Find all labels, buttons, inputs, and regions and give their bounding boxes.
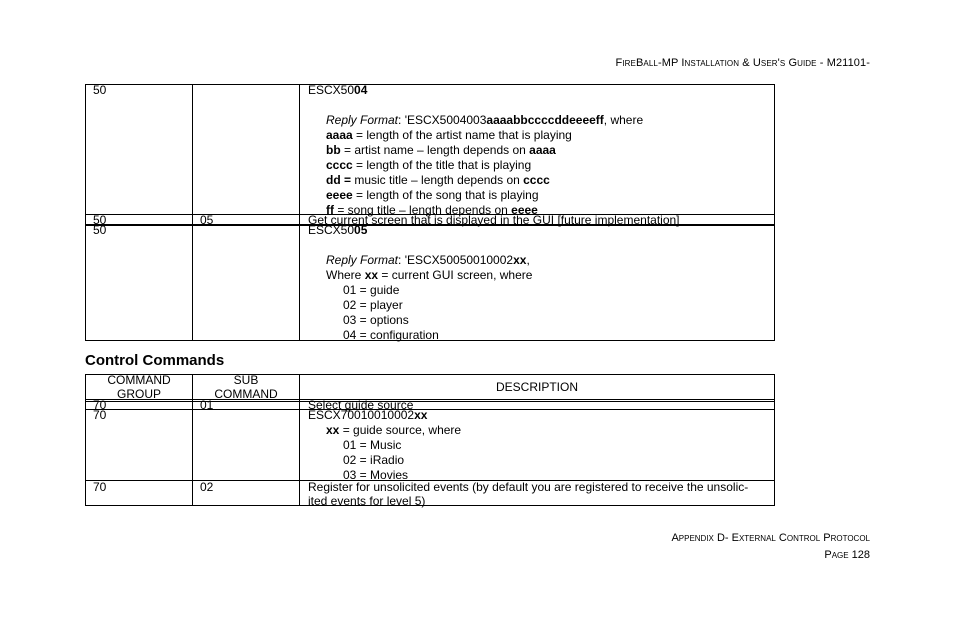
t2-row-a-sub: 01 [200,398,214,412]
t1-row-a-group: 50 [93,83,107,97]
t1-row-c-option-2: 02 = player [343,298,403,312]
t2-row-c-group: 70 [93,480,107,494]
t1-row-c-reply-format: Reply Format: 'ESCX50050010002xx, [326,253,530,267]
t2-row-b-group: 70 [93,408,107,422]
t1-row-c-option-4: 04 = configuration [343,328,439,342]
t1-row-c-option-1: 01 = guide [343,283,400,297]
table-2-header-bottom-2 [85,401,775,402]
section-title: Control Commands [85,352,225,369]
t2-row-c-sub: 02 [200,480,214,494]
t2-header-description: DESCRIPTION [495,380,578,394]
table-1-col-divider-2 [299,84,300,341]
t1-row-b-sub: 05 [200,213,214,227]
table-2-right-border [774,374,775,506]
page-header [616,57,870,69]
t1-row-a-line-4: dd = music title – length depends on cccc [326,173,550,187]
footer-page-number: Page 128 [824,549,870,561]
t2-row-a-description: Select guide source [308,398,414,412]
table-1-col-divider-1 [192,84,193,341]
t2-row-c-description-1: Register for unsolicited events (by default you are registered to receive the unsolic- [308,480,749,494]
t2-row-c-description-2: ited events for level 5) [308,494,426,508]
t1-row-c-group: 50 [93,223,107,237]
t1-row-a-line-5: eeee = length of the song that is playing [326,188,539,202]
t1-row-b-description: Get current screen that is displayed in the GUI [future implementation] [308,213,680,227]
t2-row-b-option-3: 03 = Movies [343,468,409,482]
t1-row-a-line-6: ff = song title – length depends on eeee [326,203,538,217]
t1-row-b-group: 50 [93,213,107,227]
table-2-bottom-border [85,505,775,506]
t1-row-c-where: Where xx = current GUI screen, where [326,268,533,282]
t1-row-a-line-2: bb = artist name – length depends on aaaa [326,143,556,157]
table-1-top-border [85,84,775,85]
t1-row-c-option-3: 03 = options [343,313,409,327]
footer-appendix: Appendix D- External Control Protocol [671,532,870,544]
t2-row-b-where: xx = guide source, where [326,423,462,437]
table-1-right-border [774,84,775,341]
table-1-left-border [85,84,86,341]
t1-row-c-command: ESCX5005 [308,223,368,237]
table-2-row-a-bottom [85,409,775,410]
t1-row-a-command: ESCX5004 [308,83,368,97]
t2-header-group: COMMAND GROUP [107,373,171,401]
header-title: FireBall-MP Installation & User's Guide - M21101- [615,57,870,69]
t2-row-b-option-1: 01 = Music [343,438,402,452]
t1-row-a-line-1: aaaa = length of the artist name that is playing [326,128,572,142]
t2-header-sub: SUB COMMAND [214,373,278,401]
page-footer [671,530,870,564]
t1-row-a-line-3: cccc = length of the title that is playing [326,158,532,172]
t1-row-a-reply-format: Reply Format: 'ESCX5004003aaaabbccccddeeeeff, where [326,113,644,127]
t2-row-b-command: ESCX70010010002xx [308,408,428,422]
t2-row-b-option-2: 02 = iRadio [343,453,405,467]
t2-row-a-group: 70 [93,398,107,412]
